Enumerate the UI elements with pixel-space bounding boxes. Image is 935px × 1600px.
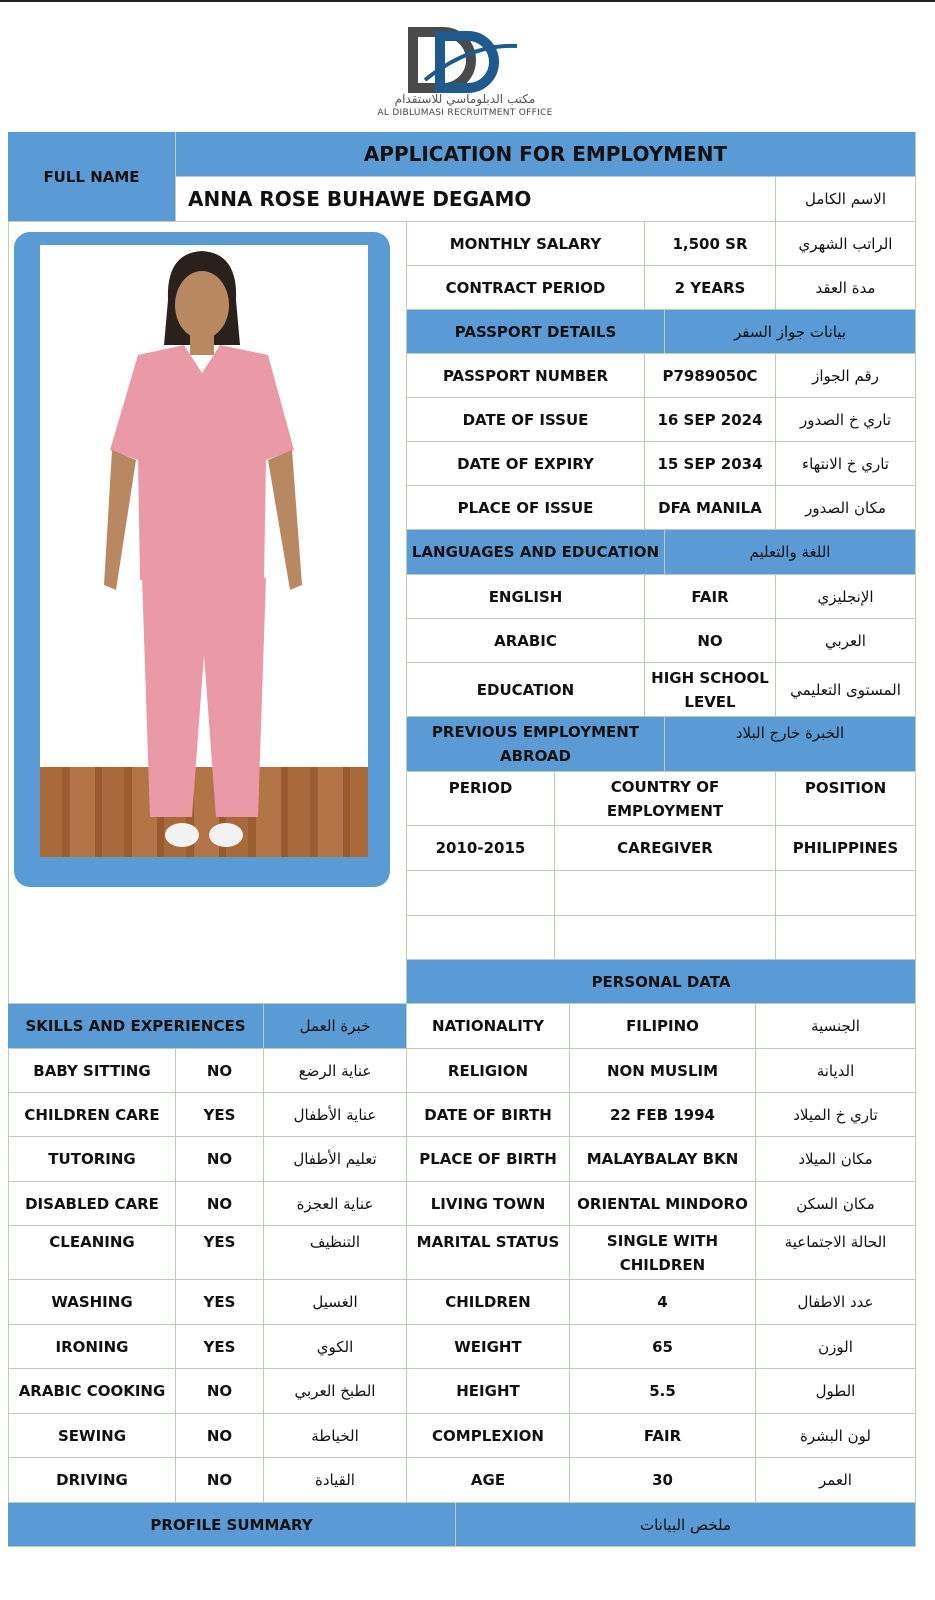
- skill-baby-sitting-arabic: عناية الرضع: [264, 1049, 407, 1093]
- pob-label: PLACE OF BIRTH: [407, 1137, 570, 1182]
- top-border: [0, 0, 935, 2]
- empty-employment-cell: [407, 916, 555, 960]
- weight-label: WEIGHT: [407, 1325, 570, 1369]
- salary-label: MONTHLY SALARY: [407, 222, 645, 266]
- weight-arabic: الوزن: [756, 1325, 916, 1369]
- languages-header: LANGUAGES AND EDUCATION: [407, 530, 665, 575]
- skill-baby-sitting-label: BABY SITTING: [8, 1049, 176, 1093]
- marital-status-value: SINGLE WITH CHILDREN: [570, 1226, 756, 1280]
- complexion-value: FAIR: [570, 1414, 756, 1458]
- height-label: HEIGHT: [407, 1369, 570, 1414]
- salary-arabic: الراتب الشهري: [776, 222, 916, 266]
- marital-status-label: MARITAL STATUS: [407, 1226, 570, 1280]
- empty-employment-cell: [555, 871, 776, 916]
- marital-status-arabic: الحالة الاجتماعية: [756, 1226, 916, 1280]
- children-label: CHILDREN: [407, 1280, 570, 1325]
- skill-baby-sitting-value: NO: [176, 1049, 264, 1093]
- religion-value: NON MUSLIM: [570, 1049, 756, 1093]
- salary-value: 1,500 SR: [645, 222, 776, 266]
- expiry-date-label: DATE OF EXPIRY: [407, 442, 645, 486]
- age-arabic: العمر: [756, 1458, 916, 1503]
- skill-tutoring-value: NO: [176, 1137, 264, 1182]
- skill-children-care-label: CHILDREN CARE: [8, 1093, 176, 1137]
- skill-sewing-label: SEWING: [8, 1414, 176, 1458]
- children-value: 4: [570, 1280, 756, 1325]
- complexion-label: COMPLEXION: [407, 1414, 570, 1458]
- english-label: ENGLISH: [407, 575, 645, 619]
- arabic-arabic: العربي: [776, 619, 916, 663]
- skill-disabled-care-arabic: عناية العجزة: [264, 1182, 407, 1226]
- dob-value: 22 FEB 1994: [570, 1093, 756, 1137]
- arabic-value: NO: [645, 619, 776, 663]
- issue-place-value: DFA MANILA: [645, 486, 776, 530]
- contract-value: 2 YEARS: [645, 266, 776, 310]
- nationality-label: NATIONALITY: [407, 1004, 570, 1049]
- nationality-value: FILIPINO: [570, 1004, 756, 1049]
- height-value: 5.5: [570, 1369, 756, 1414]
- photo-cell: [8, 222, 407, 1004]
- skill-ironing-arabic: الكوي: [264, 1325, 407, 1369]
- passport-number-label: PASSPORT NUMBER: [407, 354, 645, 398]
- full-name-label: FULL NAME: [43, 167, 140, 186]
- personal-data-header: PERSONAL DATA: [407, 960, 916, 1004]
- form-title: APPLICATION FOR EMPLOYMENT: [176, 132, 916, 177]
- issue-date-arabic: تاري خ الصدور: [776, 398, 916, 442]
- issue-place-label: PLACE OF ISSUE: [407, 486, 645, 530]
- profile-summary-header: PROFILE SUMMARY: [8, 1503, 456, 1547]
- employment-position: PHILIPPINES: [776, 826, 916, 871]
- empty-employment-cell: [776, 871, 916, 916]
- education-arabic: المستوى التعليمي: [776, 663, 916, 717]
- passport-number-arabic: رقم الجواز: [776, 354, 916, 398]
- dob-label: DATE OF BIRTH: [407, 1093, 570, 1137]
- skill-driving-arabic: القيادة: [264, 1458, 407, 1503]
- skill-driving-label: DRIVING: [8, 1458, 176, 1503]
- logo-arabic-text: مكتب الدبلوماسي للاستقدام: [394, 92, 536, 106]
- skill-driving-value: NO: [176, 1458, 264, 1503]
- position-column-header: POSITION: [776, 772, 916, 826]
- skill-disabled-care-value: NO: [176, 1182, 264, 1226]
- education-value: HIGH SCHOOL LEVEL: [645, 663, 776, 717]
- previous-employment-header: PREVIOUS EMPLOYMENT ABROAD: [407, 717, 665, 772]
- issue-date-value: 16 SEP 2024: [645, 398, 776, 442]
- dob-arabic: تاري خ الميلاد: [756, 1093, 916, 1137]
- pob-value: MALAYBALAY BKN: [570, 1137, 756, 1182]
- skill-tutoring-label: TUTORING: [8, 1137, 176, 1182]
- issue-place-arabic: مكان الصدور: [776, 486, 916, 530]
- children-arabic: عدد الاطفال: [756, 1280, 916, 1325]
- full-name-label-cell: [8, 132, 176, 222]
- age-label: AGE: [407, 1458, 570, 1503]
- living-town-value: ORIENTAL MINDORO: [570, 1182, 756, 1226]
- complexion-arabic: لون البشرة: [756, 1414, 916, 1458]
- expiry-date-value: 15 SEP 2034: [645, 442, 776, 486]
- passport-header-arabic: بيانات جواز السفر: [665, 310, 916, 354]
- religion-arabic: الديانة: [756, 1049, 916, 1093]
- skill-cleaning-label: CLEANING: [8, 1226, 176, 1280]
- empty-employment-cell: [407, 871, 555, 916]
- english-arabic: الإنجليزي: [776, 575, 916, 619]
- period-column-header: PERIOD: [407, 772, 555, 826]
- employment-period: 2010-2015: [407, 826, 555, 871]
- country-column-header: COUNTRY OF EMPLOYMENT: [555, 772, 776, 826]
- skill-cleaning-arabic: التنظيف: [264, 1226, 407, 1280]
- full-name-arabic: الاسم الكامل: [776, 177, 916, 222]
- employment-country: CAREGIVER: [555, 826, 776, 871]
- logo-english-text: AL DIBLUMASI RECRUITMENT OFFICE: [377, 108, 553, 118]
- living-town-arabic: مكان السكن: [756, 1182, 916, 1226]
- education-label: EDUCATION: [407, 663, 645, 717]
- skill-arabic-cooking-label: ARABIC COOKING: [8, 1369, 176, 1414]
- arabic-label: ARABIC: [407, 619, 645, 663]
- skill-sewing-arabic: الخياطة: [264, 1414, 407, 1458]
- empty-employment-cell: [776, 916, 916, 960]
- empty-employment-cell: [555, 916, 776, 960]
- skill-cleaning-value: YES: [176, 1226, 264, 1280]
- skills-header-arabic: خبرة العمل: [264, 1004, 407, 1049]
- passport-number-value: P7989050C: [645, 354, 776, 398]
- age-value: 30: [570, 1458, 756, 1503]
- skill-washing-arabic: الغسيل: [264, 1280, 407, 1325]
- living-town-label: LIVING TOWN: [407, 1182, 570, 1226]
- height-arabic: الطول: [756, 1369, 916, 1414]
- skill-sewing-value: NO: [176, 1414, 264, 1458]
- skill-ironing-label: IRONING: [8, 1325, 176, 1369]
- english-value: FAIR: [645, 575, 776, 619]
- skill-tutoring-arabic: تعليم الأطفال: [264, 1137, 407, 1182]
- skill-children-care-arabic: عناية الأطفال: [264, 1093, 407, 1137]
- expiry-date-arabic: تاري خ الانتهاء: [776, 442, 916, 486]
- skill-washing-label: WASHING: [8, 1280, 176, 1325]
- skill-arabic-cooking-arabic: الطبخ العربي: [264, 1369, 407, 1414]
- pob-arabic: مكان الميلاد: [756, 1137, 916, 1182]
- nationality-arabic: الجنسية: [756, 1004, 916, 1049]
- previous-employment-header-arabic: الخبرة خارج البلاد: [665, 717, 916, 772]
- skill-disabled-care-label: DISABLED CARE: [8, 1182, 176, 1226]
- profile-summary-header-arabic: ملخص البيانات: [456, 1503, 916, 1547]
- full-name-value: ANNA ROSE BUHAWE DEGAMO: [176, 177, 776, 222]
- skill-children-care-value: YES: [176, 1093, 264, 1137]
- contract-arabic: مدة العقد: [776, 266, 916, 310]
- contract-label: CONTRACT PERIOD: [407, 266, 645, 310]
- weight-value: 65: [570, 1325, 756, 1369]
- skill-ironing-value: YES: [176, 1325, 264, 1369]
- passport-header: PASSPORT DETAILS: [407, 310, 665, 354]
- languages-header-arabic: اللغة والتعليم: [665, 530, 916, 575]
- skill-arabic-cooking-value: NO: [176, 1369, 264, 1414]
- skill-washing-value: YES: [176, 1280, 264, 1325]
- issue-date-label: DATE OF ISSUE: [407, 398, 645, 442]
- skills-header: SKILLS AND EXPERIENCES: [8, 1004, 264, 1049]
- religion-label: RELIGION: [407, 1049, 570, 1093]
